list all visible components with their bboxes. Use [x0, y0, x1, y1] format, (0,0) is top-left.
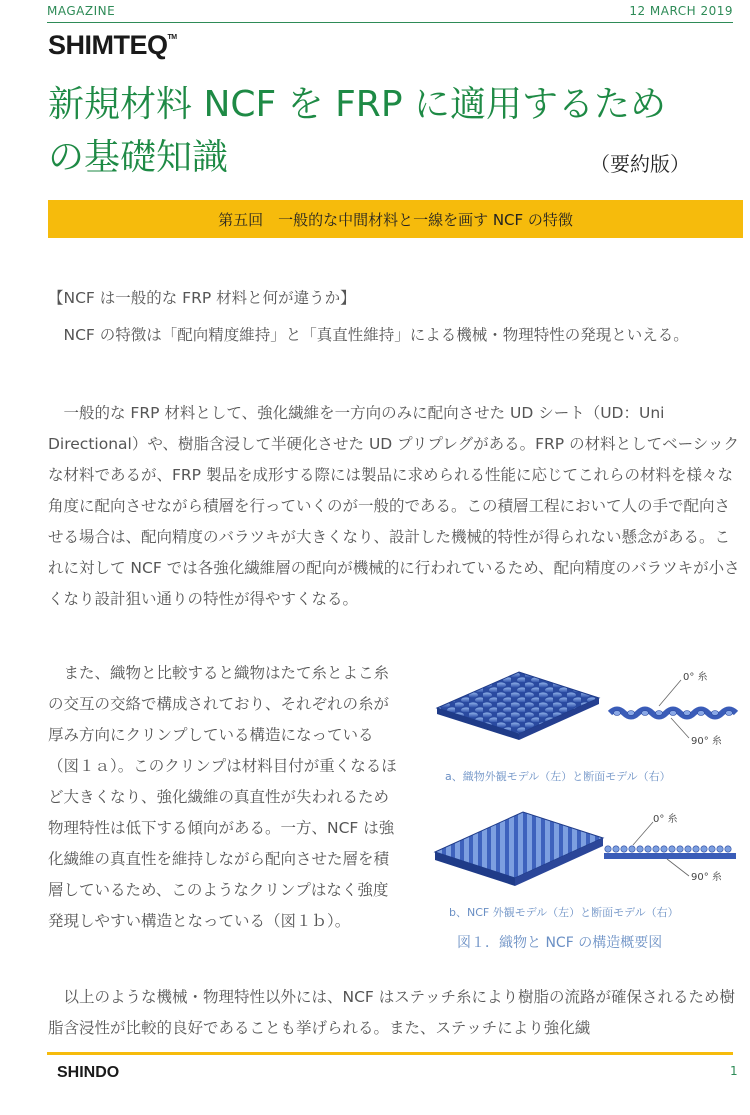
chapter-banner: 第五回 一般的な中間材料と一線を画す NCF の特徴	[48, 200, 743, 238]
header-divider	[47, 22, 733, 23]
ncf-cross-section	[604, 822, 736, 876]
shindo-logo: SHINDO	[57, 1064, 120, 1081]
label-90deg-b: 90° 糸	[691, 872, 722, 883]
figure-title: 図１．織物と NCF の構造概要図	[457, 935, 663, 951]
caption-b: b、NCF 外観モデル（左）と断面モデル（右）	[449, 906, 679, 919]
page-number: 1	[730, 1064, 738, 1078]
label-0deg-b: 0° 糸	[653, 814, 678, 825]
section-heading: 【NCF は一般的な FRP 材料と何が違うか】	[48, 289, 356, 307]
footer-divider	[47, 1052, 733, 1055]
paragraph-3: また、織物と比較すると織物はたて糸とよこ糸の交互の交絡で構成されており、それぞれの糸が厚み方向にクリンプしている構造になっている（図１ａ）。このクリンプは材料目付が重くなるほど大きくなり、強化繊維の真直性が失われるため物理特性は低下する傾向がある。一方、NCF は強化繊維の真直性を維持しながら配向させた層を積層しているため、このようなクリンプはなく強度発現しやすい構造となっている（図１ｂ）。	[48, 664, 397, 930]
label-90deg-a: 90° 糸	[691, 736, 722, 747]
woven-outer-model	[437, 672, 599, 740]
ncf-outer-model	[435, 812, 603, 886]
label-0deg-a: 0° 糸	[683, 672, 708, 683]
shimteq-logo: SHIMTEQ™	[48, 30, 177, 60]
paragraph-2: 一般的な FRP 材料として、強化繊維を一方向のみに配向させた UD シート（UD：Uni Directional）や、樹脂含浸して半硬化させた UD プリプレグがある。FRP の材料としてベーシックな材料であるが、FRP 製品を成形する際には製品に求められる性能に応じてこれらの材料を様々な角度に配向させながら積層を行っていくのが一般的である。この積層工程において人の手で配向させる場合は、配向精度のバラツキが大きくなり、設計した機械的特性が得られない懸念がある。これに対して NCF では各強化繊維層の配向が機械的に行われているため、配向精度のバラツキが小さくなり設計狙い通りの特性が得やすくなる。	[48, 404, 740, 608]
figure-1	[427, 662, 745, 962]
woven-cross-section	[610, 680, 736, 738]
paragraph-4: 以上のような機械・物理特性以外には、NCF はステッチ糸により樹脂の流路が確保されるため樹脂含浸性が比較的良好であることも挙げられる。また、ステッチにより強化繊	[48, 988, 735, 1037]
paragraph-1: NCF の特徴は「配向精度維持」と「真直性維持」による機械・物理特性の発現といえる。	[63, 326, 689, 344]
magazine-label: MAGAZINE	[47, 4, 116, 18]
article-subtitle: （要約版）	[590, 152, 690, 176]
issue-date: 12 MARCH 2019	[629, 4, 733, 18]
title-line-1: 新規材料 NCF を FRP に適用するため	[48, 84, 666, 125]
title-line-2: の基礎知識	[48, 137, 229, 178]
caption-a: a、織物外観モデル（左）と断面モデル（右）	[445, 770, 671, 783]
